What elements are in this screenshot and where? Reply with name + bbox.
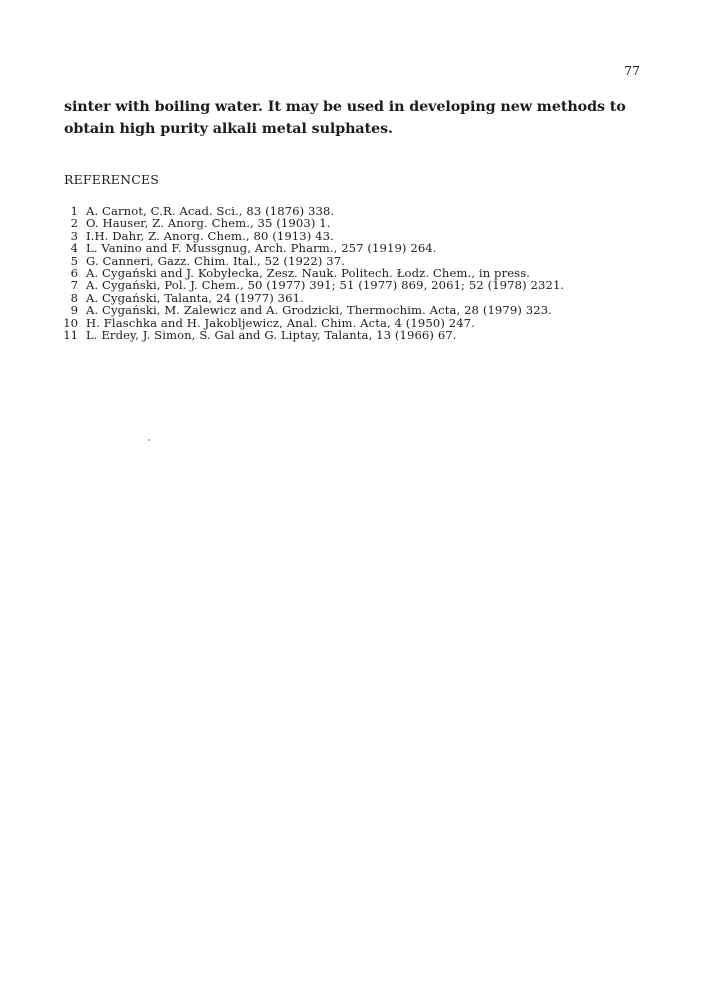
reference-text: A. Carnot, C.R. Acad. Sci., 83 (1876) 338. [86, 204, 335, 218]
reference-number: 2 [70, 216, 78, 231]
reference-text: G. Canneri, Gazz. Chim. Ital., 52 (1922) 37. [86, 253, 346, 268]
reference-text: A. Cygański, M. Zalewicz and A. Grodzicki, Thermochim. Acta, 28 (1979) 323. [86, 303, 552, 318]
reference-number: 8 [70, 290, 78, 305]
reference-text: L. Vanino and F. Mussgnug, Arch. Pharm., 257 (1919) 264. [86, 241, 437, 256]
reference-text: A. Cygański, Talanta, 24 (1977) 361. [86, 290, 304, 305]
references-heading: REFERENCES [64, 172, 160, 187]
reference-item [62, 242, 662, 254]
reference-text: O. Hauser, Z. Anorg. Chem., 35 (1903) 1. [86, 216, 331, 231]
reference-number: 5 [70, 253, 78, 268]
reference-text: I.H. Dahr, Z. Anorg. Chem., 80 (1913) 43. [86, 228, 334, 243]
reference-number: 7 [70, 278, 78, 293]
scan-speck [148, 439, 150, 441]
reference-item [62, 304, 662, 316]
reference-number: 6 [70, 266, 78, 281]
page-number: 77 [624, 63, 640, 78]
reference-text: H. Flaschka and H. Jakobljewicz, Anal. Chim. Acta, 4 (1950) 247. [86, 315, 475, 330]
reference-number: 1 [70, 204, 78, 218]
reference-number: 3 [70, 228, 78, 243]
reference-text: A. Cygański, Pol. J. Chem., 50 (1977) 391; 51 (1977) 869, 2061; 52 (1978) 2321. [86, 278, 565, 293]
reference-item [62, 217, 662, 229]
reference-text: L. Erdey, J. Simon, S. Gal and G. Liptay, Talanta, 13 (1966) 67. [86, 328, 457, 343]
reference-item [62, 279, 662, 291]
reference-number: 10 [63, 315, 78, 330]
body-paragraph: sinter with boiling water. It may be used in developing new methods to obtain high purity alkali metal sulphates. [64, 99, 626, 137]
reference-number: 11 [63, 328, 78, 343]
reference-list [62, 205, 662, 341]
reference-item [62, 329, 662, 341]
reference-number: 4 [70, 241, 78, 256]
reference-text: A. Cygański and J. Kobyłecka, Zesz. Nauk. Politech. Łodz. Chem., in press. [86, 266, 531, 281]
reference-number: 9 [70, 303, 78, 318]
